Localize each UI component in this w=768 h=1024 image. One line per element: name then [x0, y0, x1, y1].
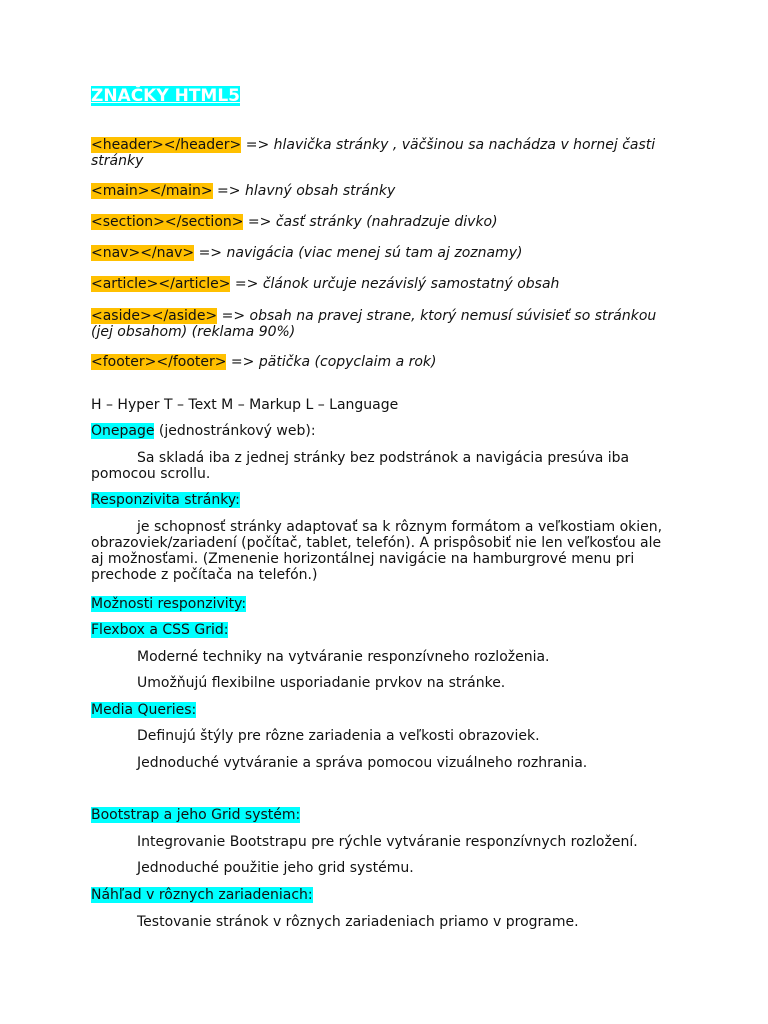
tag-footer-definition — [91, 354, 681, 370]
tag-main-definition — [91, 183, 681, 199]
responsive-text-first — [91, 519, 681, 535]
responsive-heading — [91, 492, 681, 508]
onepage-text-line: pomocou scrollu. — [91, 466, 211, 482]
flexbox-heading — [91, 622, 681, 638]
responsive-text-line: obrazoviek/zariadení (počítač, tablet, telefón). A prispôsobiť nie len veľkosťou ale — [91, 535, 662, 551]
tag-arrow: => — [243, 214, 276, 230]
tag-code: <footer></footer> — [91, 354, 227, 370]
responsive-text-line: aj možnosťami. (Zmenenie horizontálnej navigácie na hamburgrové menu pri — [91, 551, 635, 567]
tag-arrow: => — [212, 183, 245, 199]
responsive-text-line: je schopnosť stránky adaptovať sa k rôznym formátom a veľkostiam okien, — [137, 519, 663, 535]
tag-description: pätička (copyclaim a rok) — [258, 354, 437, 370]
tag-description: časť stránky (nahradzuje divko) — [275, 214, 498, 230]
bootstrap-item: Integrovanie Bootstrapu pre rýchle vytváranie responzívnych rozložení. — [137, 834, 638, 850]
title-text: ZNAČKY HTML5 — [91, 86, 240, 106]
tag-code: <nav></nav> — [91, 245, 195, 261]
tag-code: <section></section> — [91, 214, 244, 230]
bootstrap-heading — [91, 807, 681, 823]
media-queries-item: Definujú štýly pre rôzne zariadenia a veľkosti obrazoviek. — [137, 728, 540, 744]
onepage-description-continued — [91, 466, 681, 482]
tag-code: <aside></aside> — [91, 308, 218, 324]
media-queries-heading — [91, 702, 681, 718]
tag-arrow: => — [230, 276, 263, 292]
tag-code: <header></header> — [91, 137, 242, 153]
flexbox-item: Umožňujú flexibilne usporiadanie prvkov na stránke. — [137, 675, 506, 691]
tag-nav-definition — [91, 245, 681, 261]
tag-description-continued: stránky — [91, 153, 144, 169]
tag-arrow: => — [217, 308, 250, 324]
responsive-text-line: prechode z počítača na telefón.) — [91, 567, 318, 583]
tag-description: článok určuje nezávislý samostatný obsah — [262, 276, 560, 292]
tag-description-continued: (jej obsahom) (reklama 90%) — [91, 324, 296, 340]
tag-aside-definition — [91, 308, 681, 340]
preview-label: Náhľad v rôznych zariadeniach: — [91, 887, 313, 903]
onepage-heading — [91, 423, 681, 439]
tag-arrow: => — [241, 137, 274, 153]
responsive-text-rest — [91, 535, 681, 583]
onepage-description — [91, 450, 681, 466]
responsive-label: Responzivita stránky: — [91, 492, 240, 508]
possibilities-label: Možnosti responzivity: — [91, 596, 247, 612]
tag-section-definition — [91, 214, 681, 230]
tag-code: <article></article> — [91, 276, 231, 292]
media-queries-item: Jednoduché vytváranie a správa pomocou vizuálneho rozhrania. — [137, 755, 588, 771]
tag-description: hlavička stránky , väčšinou sa nachádza v hornej časti — [273, 137, 656, 153]
bootstrap-item: Jednoduché použitie jeho grid systému. — [137, 860, 414, 876]
tag-description: hlavný obsah stránky — [244, 183, 396, 199]
tag-arrow: => — [226, 354, 259, 370]
tag-description: navigácia (viac menej sú tam aj zoznamy) — [226, 245, 523, 261]
tag-header-definition — [91, 137, 681, 169]
tag-description: obsah na pravej strane, ktorý nemusí súvisieť so stránkou — [249, 308, 657, 324]
tag-arrow: => — [194, 245, 227, 261]
tag-code: <main></main> — [91, 183, 213, 199]
preview-item: Testovanie stránok v rôznych zariadeniach priamo v programe. — [137, 914, 579, 930]
onepage-label: Onepage — [91, 423, 155, 439]
onepage-label-rest: (jednostránkový web): — [154, 423, 316, 439]
html-acronym-line: H – Hyper T – Text M – Markup L – Language — [91, 397, 399, 413]
document-title — [91, 86, 240, 106]
media-queries-label: Media Queries: — [91, 702, 197, 718]
flexbox-item: Moderné techniky na vytváranie responzívneho rozloženia. — [137, 649, 550, 665]
tag-article-definition — [91, 276, 681, 292]
preview-heading — [91, 887, 681, 903]
flexbox-label: Flexbox a CSS Grid: — [91, 622, 229, 638]
possibilities-heading — [91, 596, 681, 612]
bootstrap-label: Bootstrap a jeho Grid systém: — [91, 807, 301, 823]
onepage-text-line: Sa skladá iba z jednej stránky bez podstránok a navigácia presúva iba — [137, 450, 630, 466]
